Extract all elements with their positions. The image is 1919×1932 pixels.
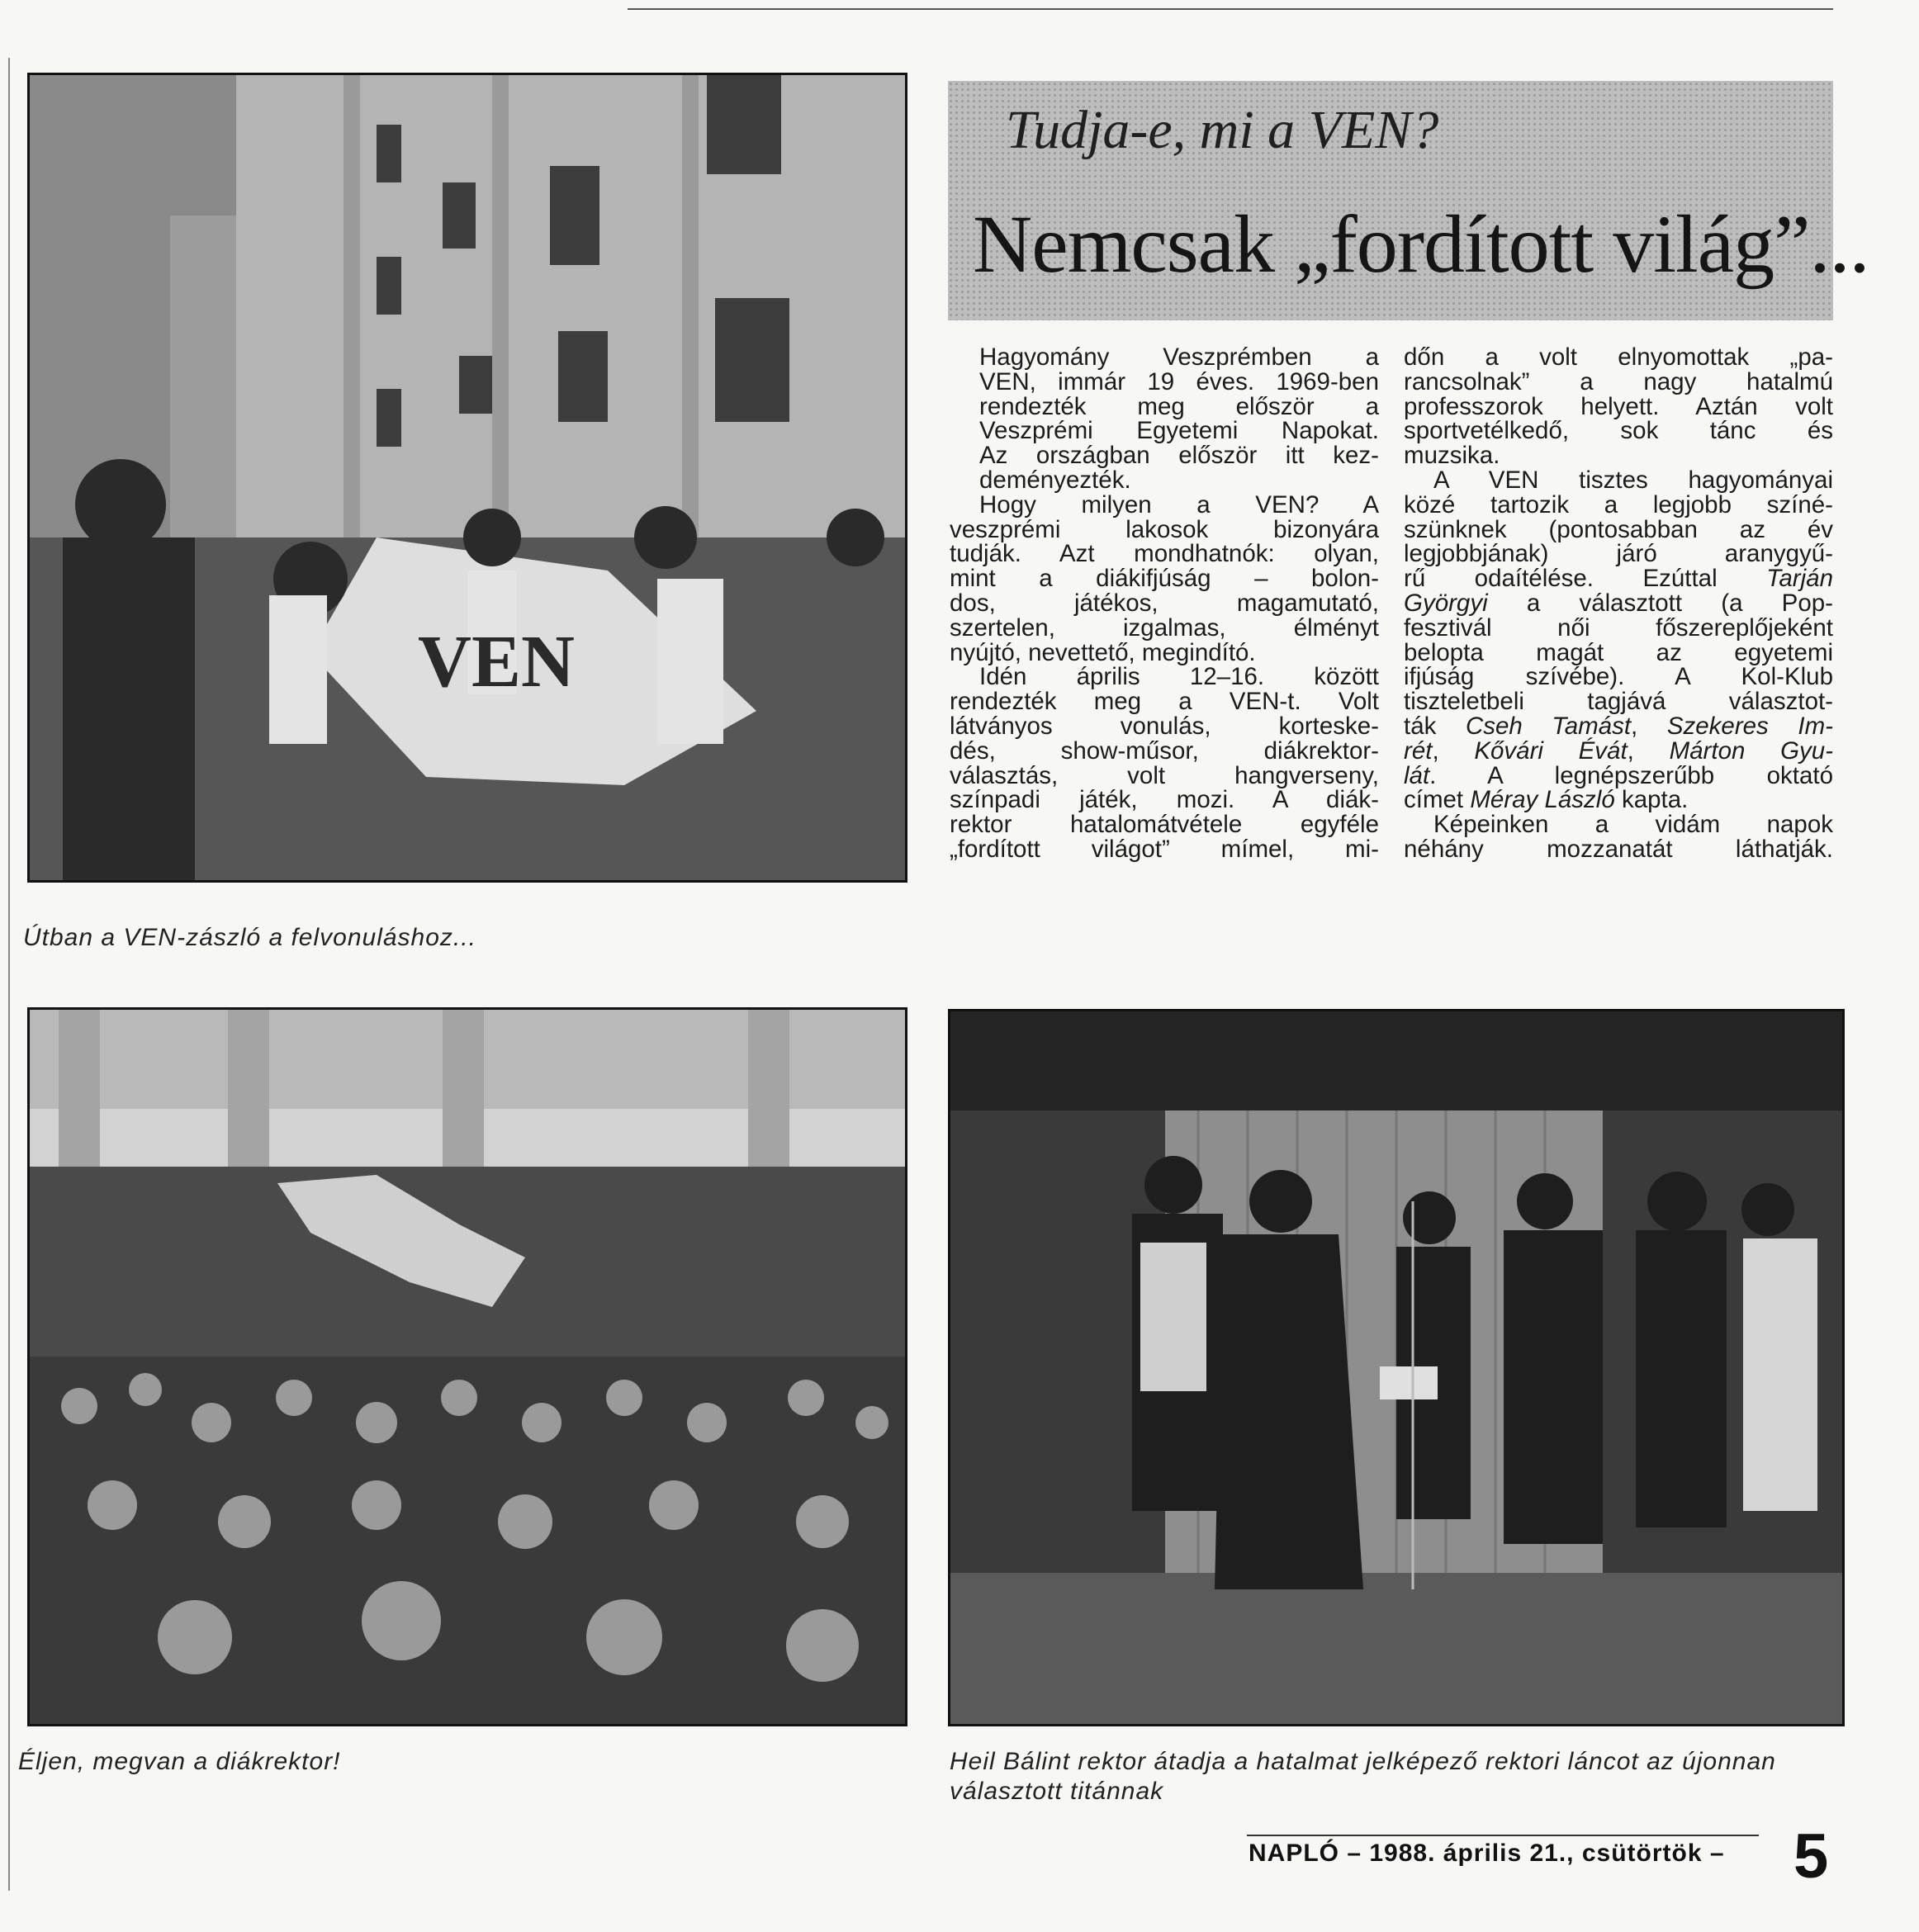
text-line: közé tartozik a legjobb színé-	[1404, 490, 1833, 519]
name-szekeres-imre: Szekeres Im-	[1666, 712, 1833, 740]
article-kicker: Tudja-e, mi a VEN?	[1006, 100, 1439, 160]
text-fragment: címet	[1404, 786, 1471, 814]
photo-ven-flag-parade	[27, 73, 907, 883]
photo-rector-chain-handover	[948, 1009, 1845, 1726]
text-line: nyújtó, nevettető, megindító.	[950, 638, 1256, 666]
paragraph	[1404, 812, 1833, 862]
page-number: 5	[1793, 1821, 1829, 1892]
text-line: látványos vonulás, korteske-	[950, 712, 1379, 740]
name-tarjan: Tarján	[1766, 565, 1833, 593]
text-line: Az országban először itt kez-	[979, 442, 1379, 470]
text-line: ifjúság szívébe). A Kol-Klub	[1404, 663, 1833, 691]
text-line: A VEN tisztes hagyományai	[1433, 466, 1833, 494]
caption-photo-2: Éljen, megvan a diákrektor!	[18, 1748, 341, 1775]
text-line	[1404, 591, 1833, 616]
text-line: dés, show-műsor, diákrektor-	[950, 736, 1379, 765]
text-line	[1404, 761, 1833, 789]
text-line: tiszteletbeli tagjává választot-	[1404, 688, 1833, 716]
name-marton-gyula-end: lát	[1404, 761, 1430, 789]
paragraph	[950, 665, 1379, 861]
text-line: tudják. Azt mondhatnók: olyan,	[950, 540, 1379, 568]
text-line: Képeinken a vidám napok	[1433, 811, 1833, 839]
text-line	[1404, 788, 1833, 812]
paragraph	[950, 490, 1379, 666]
text-line: VEN, immár 19 éves. 1969-ben	[979, 367, 1379, 395]
text-fragment: . A legnépszerűbb oktató	[1429, 761, 1833, 789]
text-line: Hagyomány Veszprémben a	[979, 343, 1379, 371]
caption-photo-3: Heil Bálint rektor átadja a hatalmat jelképező rektori láncot az újonnan választott titánnak	[950, 1748, 1776, 1805]
text-line: veszprémi lakosok bizonyára	[950, 515, 1379, 543]
name-meray-laszlo: Méray László	[1470, 786, 1615, 814]
text-line: muzsika.	[1404, 442, 1500, 470]
name-gyorgyi: Györgyi	[1404, 589, 1488, 617]
text-line: professzorok helyett. Aztán volt	[1404, 392, 1833, 420]
text-line: néhány mozzanatát láthatják.	[1404, 835, 1833, 863]
text-line: mint a diákifjúság – bolon-	[950, 565, 1379, 593]
paragraph	[950, 345, 1379, 493]
text-line: választás, volt hangverseny,	[950, 761, 1379, 789]
text-fragment: kapta.	[1614, 786, 1689, 814]
name-kovari-eva: Kővári Évát	[1474, 736, 1628, 765]
paragraph	[1404, 345, 1833, 468]
text-line: színpadi játék, mozi. A diák-	[950, 786, 1379, 814]
text-line: rét, Kővári Évát, Márton Gyu-	[1404, 736, 1833, 765]
caption-photo-1: Útban a VEN-zászló a felvonuláshoz...	[23, 924, 476, 951]
text-line: dőn a volt elnyomottak „pa-	[1404, 343, 1833, 371]
text-line: Veszprémi Egyetemi Napokat.	[979, 417, 1379, 445]
text-fragment: rű odaítélése. Ezúttal	[1404, 565, 1767, 593]
text-line	[1404, 714, 1833, 739]
headline-box	[948, 81, 1869, 320]
left-margin-rule	[8, 58, 10, 1891]
text-line: rektor hatalomátvétele egyféle	[950, 811, 1379, 839]
text-line: belopta magát az egyetemi	[1404, 638, 1833, 666]
text-line: szertelen, izgalmas, élményt	[950, 613, 1379, 642]
publication-line: NAPLÓ – 1988. április 21., csütörtök –	[1249, 1840, 1725, 1867]
text-fragment: a választott (a Pop-	[1487, 589, 1833, 617]
article-headline: Nemcsak „fordított világ”...	[973, 198, 1869, 290]
name-szekeres-imre-end: rét	[1404, 736, 1433, 765]
text-line: legjobbjának) járó aranygyű-	[1404, 540, 1833, 568]
svg-text:VEN: VEN	[418, 621, 576, 703]
text-line: „fordított világot” mímel, mi-	[950, 835, 1379, 863]
text-line: rendezték meg először a	[979, 392, 1379, 420]
text-fragment: ták	[1404, 712, 1466, 740]
text-line: dos, játékos, magamutató,	[950, 589, 1379, 617]
text-line: rancsolnak” a nagy hatalmú	[1404, 367, 1833, 395]
text-line: deményezték.	[979, 466, 1131, 494]
text-fragment: ,	[1631, 712, 1667, 740]
article-column-2	[1404, 345, 1833, 862]
top-rule	[628, 8, 1833, 10]
article-column-1	[950, 345, 1379, 862]
name-cseh-tamas: Cseh Tamást	[1465, 712, 1632, 740]
text-line: szünknek (pontosabban az év	[1404, 515, 1833, 543]
text-line: rendezték meg a VEN-t. Volt	[950, 688, 1379, 716]
paragraph	[1404, 468, 1833, 812]
photo-student-rector-crowd	[27, 1007, 907, 1726]
text-line: fesztivál női főszereplőjeként	[1404, 613, 1833, 642]
name-marton-gyula: Márton Gyu-	[1669, 736, 1833, 765]
text-line: Idén április 12–16. között	[979, 663, 1379, 691]
text-line: sportvetélkedő, sok tánc és	[1404, 417, 1833, 445]
text-line	[1404, 566, 1833, 591]
footer-rule	[1247, 1835, 1759, 1836]
text-line: Hogy milyen a VEN? A	[979, 490, 1379, 519]
